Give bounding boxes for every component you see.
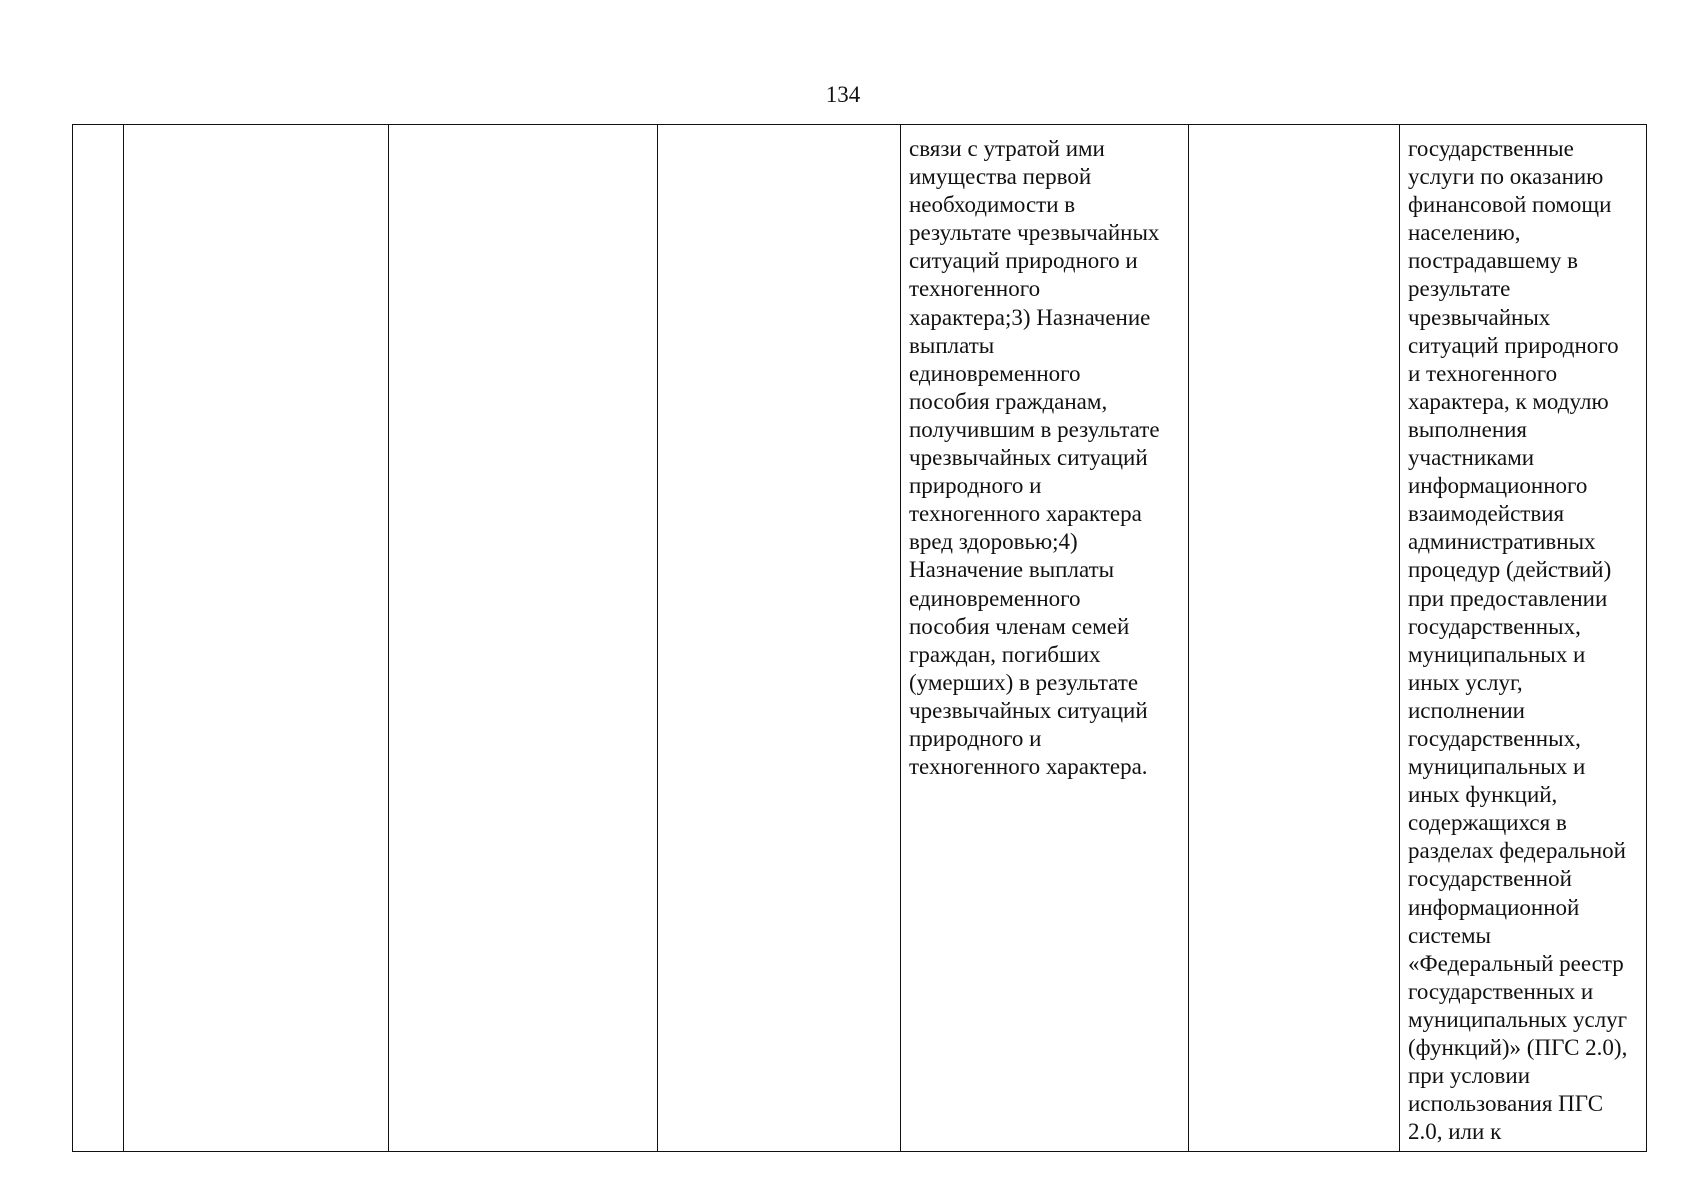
col7-line: содержащихся в — [1408, 810, 1567, 836]
col5-line: ситуаций природного и — [909, 248, 1138, 274]
table-cell-col4 — [658, 125, 901, 1152]
document-table — [72, 124, 1647, 1152]
col5-line: Назначение выплаты — [909, 557, 1115, 583]
col7-line: (функций)» (ПГС 2.0), — [1408, 1035, 1628, 1060]
col7-line: административных — [1408, 529, 1596, 555]
col5-line: результате чрезвычайных — [909, 220, 1160, 246]
col5-text — [901, 125, 1188, 781]
col7-line: использования ПГС — [1408, 1091, 1604, 1117]
col5-line: вред здоровью;4) — [909, 529, 1078, 555]
col7-line: 2.0, или к — [1408, 1119, 1502, 1145]
table-cell-col6 — [1189, 125, 1400, 1152]
col7-line: результате — [1408, 276, 1511, 302]
col5-line: характера;3) Назначение — [909, 304, 1151, 330]
table-cell-col2 — [124, 125, 389, 1152]
col7-line: системы — [1408, 922, 1491, 948]
col5-line: техногенного — [909, 276, 1041, 302]
col7-line: иных услуг, — [1408, 669, 1523, 695]
col5-line: выплаты — [909, 332, 995, 358]
col5-line: пособия гражданам, — [909, 388, 1108, 414]
col7-line: муниципальных услуг — [1408, 1006, 1628, 1032]
col7-line: исполнении — [1408, 697, 1525, 723]
col7-line: участниками — [1408, 445, 1535, 471]
col7-line: муниципальных и — [1408, 641, 1586, 667]
col5-line: техногенного характера — [909, 501, 1142, 527]
col7-line: ситуаций природного — [1408, 332, 1619, 358]
col7-line: государственных, — [1408, 613, 1581, 639]
col7-line: выполнения — [1408, 416, 1528, 442]
col7-line: муниципальных и — [1408, 754, 1586, 780]
col5-line: необходимости в — [909, 192, 1076, 218]
col7-line: иных функций, — [1408, 782, 1558, 808]
col5-line: получившим в результате — [909, 416, 1160, 442]
col7-line: государственные — [1408, 136, 1574, 161]
page-number: 134 — [825, 82, 861, 107]
col5-line: граждан, погибших — [909, 641, 1101, 667]
table-cell-col5 — [901, 125, 1189, 1152]
col5-line: единовременного — [909, 360, 1081, 386]
col5-line: имущества первой — [909, 164, 1092, 190]
col7-text — [1400, 125, 1646, 1146]
col7-line: характера, к модулю — [1408, 388, 1609, 414]
col7-line: информационной — [1408, 894, 1580, 920]
col7-line: государственных, — [1408, 725, 1581, 751]
table-cell-col7 — [1400, 125, 1647, 1152]
table-cell-col3 — [389, 125, 658, 1152]
col5-line: (умерших) в результате — [909, 669, 1139, 695]
col5-line: единовременного — [909, 585, 1081, 611]
col7-line: разделах федеральной — [1408, 838, 1626, 864]
table-cell-col1 — [73, 125, 124, 1152]
col7-line: и техногенного — [1408, 360, 1558, 386]
col5-line: связи с утратой ими — [909, 136, 1105, 161]
col7-line: при условии — [1408, 1063, 1531, 1089]
col7-line: взаимодействия — [1408, 501, 1565, 527]
col7-line: государственной — [1408, 866, 1572, 892]
col5-line: природного и — [909, 473, 1042, 499]
col7-line: населению, — [1408, 220, 1521, 246]
col5-line: природного и — [909, 725, 1042, 751]
col7-line: чрезвычайных — [1408, 304, 1551, 330]
col5-line: пособия членам семей — [909, 613, 1130, 639]
col5-line: чрезвычайных ситуаций — [909, 445, 1148, 471]
col7-line: при предоставлении — [1408, 585, 1608, 611]
col5-line: чрезвычайных ситуаций — [909, 697, 1148, 723]
col7-line: информационного — [1408, 473, 1588, 499]
col7-line: финансовой помощи — [1408, 192, 1612, 218]
col7-line: процедур (действий) — [1408, 557, 1612, 583]
col7-line: пострадавшему в — [1408, 248, 1578, 274]
col7-line: услуги по оказанию — [1408, 164, 1604, 190]
col5-line: техногенного характера. — [909, 754, 1148, 780]
col7-line: «Федеральный реестр — [1408, 950, 1624, 976]
col7-line: государственных и — [1408, 978, 1594, 1004]
table-row — [73, 125, 1647, 1152]
